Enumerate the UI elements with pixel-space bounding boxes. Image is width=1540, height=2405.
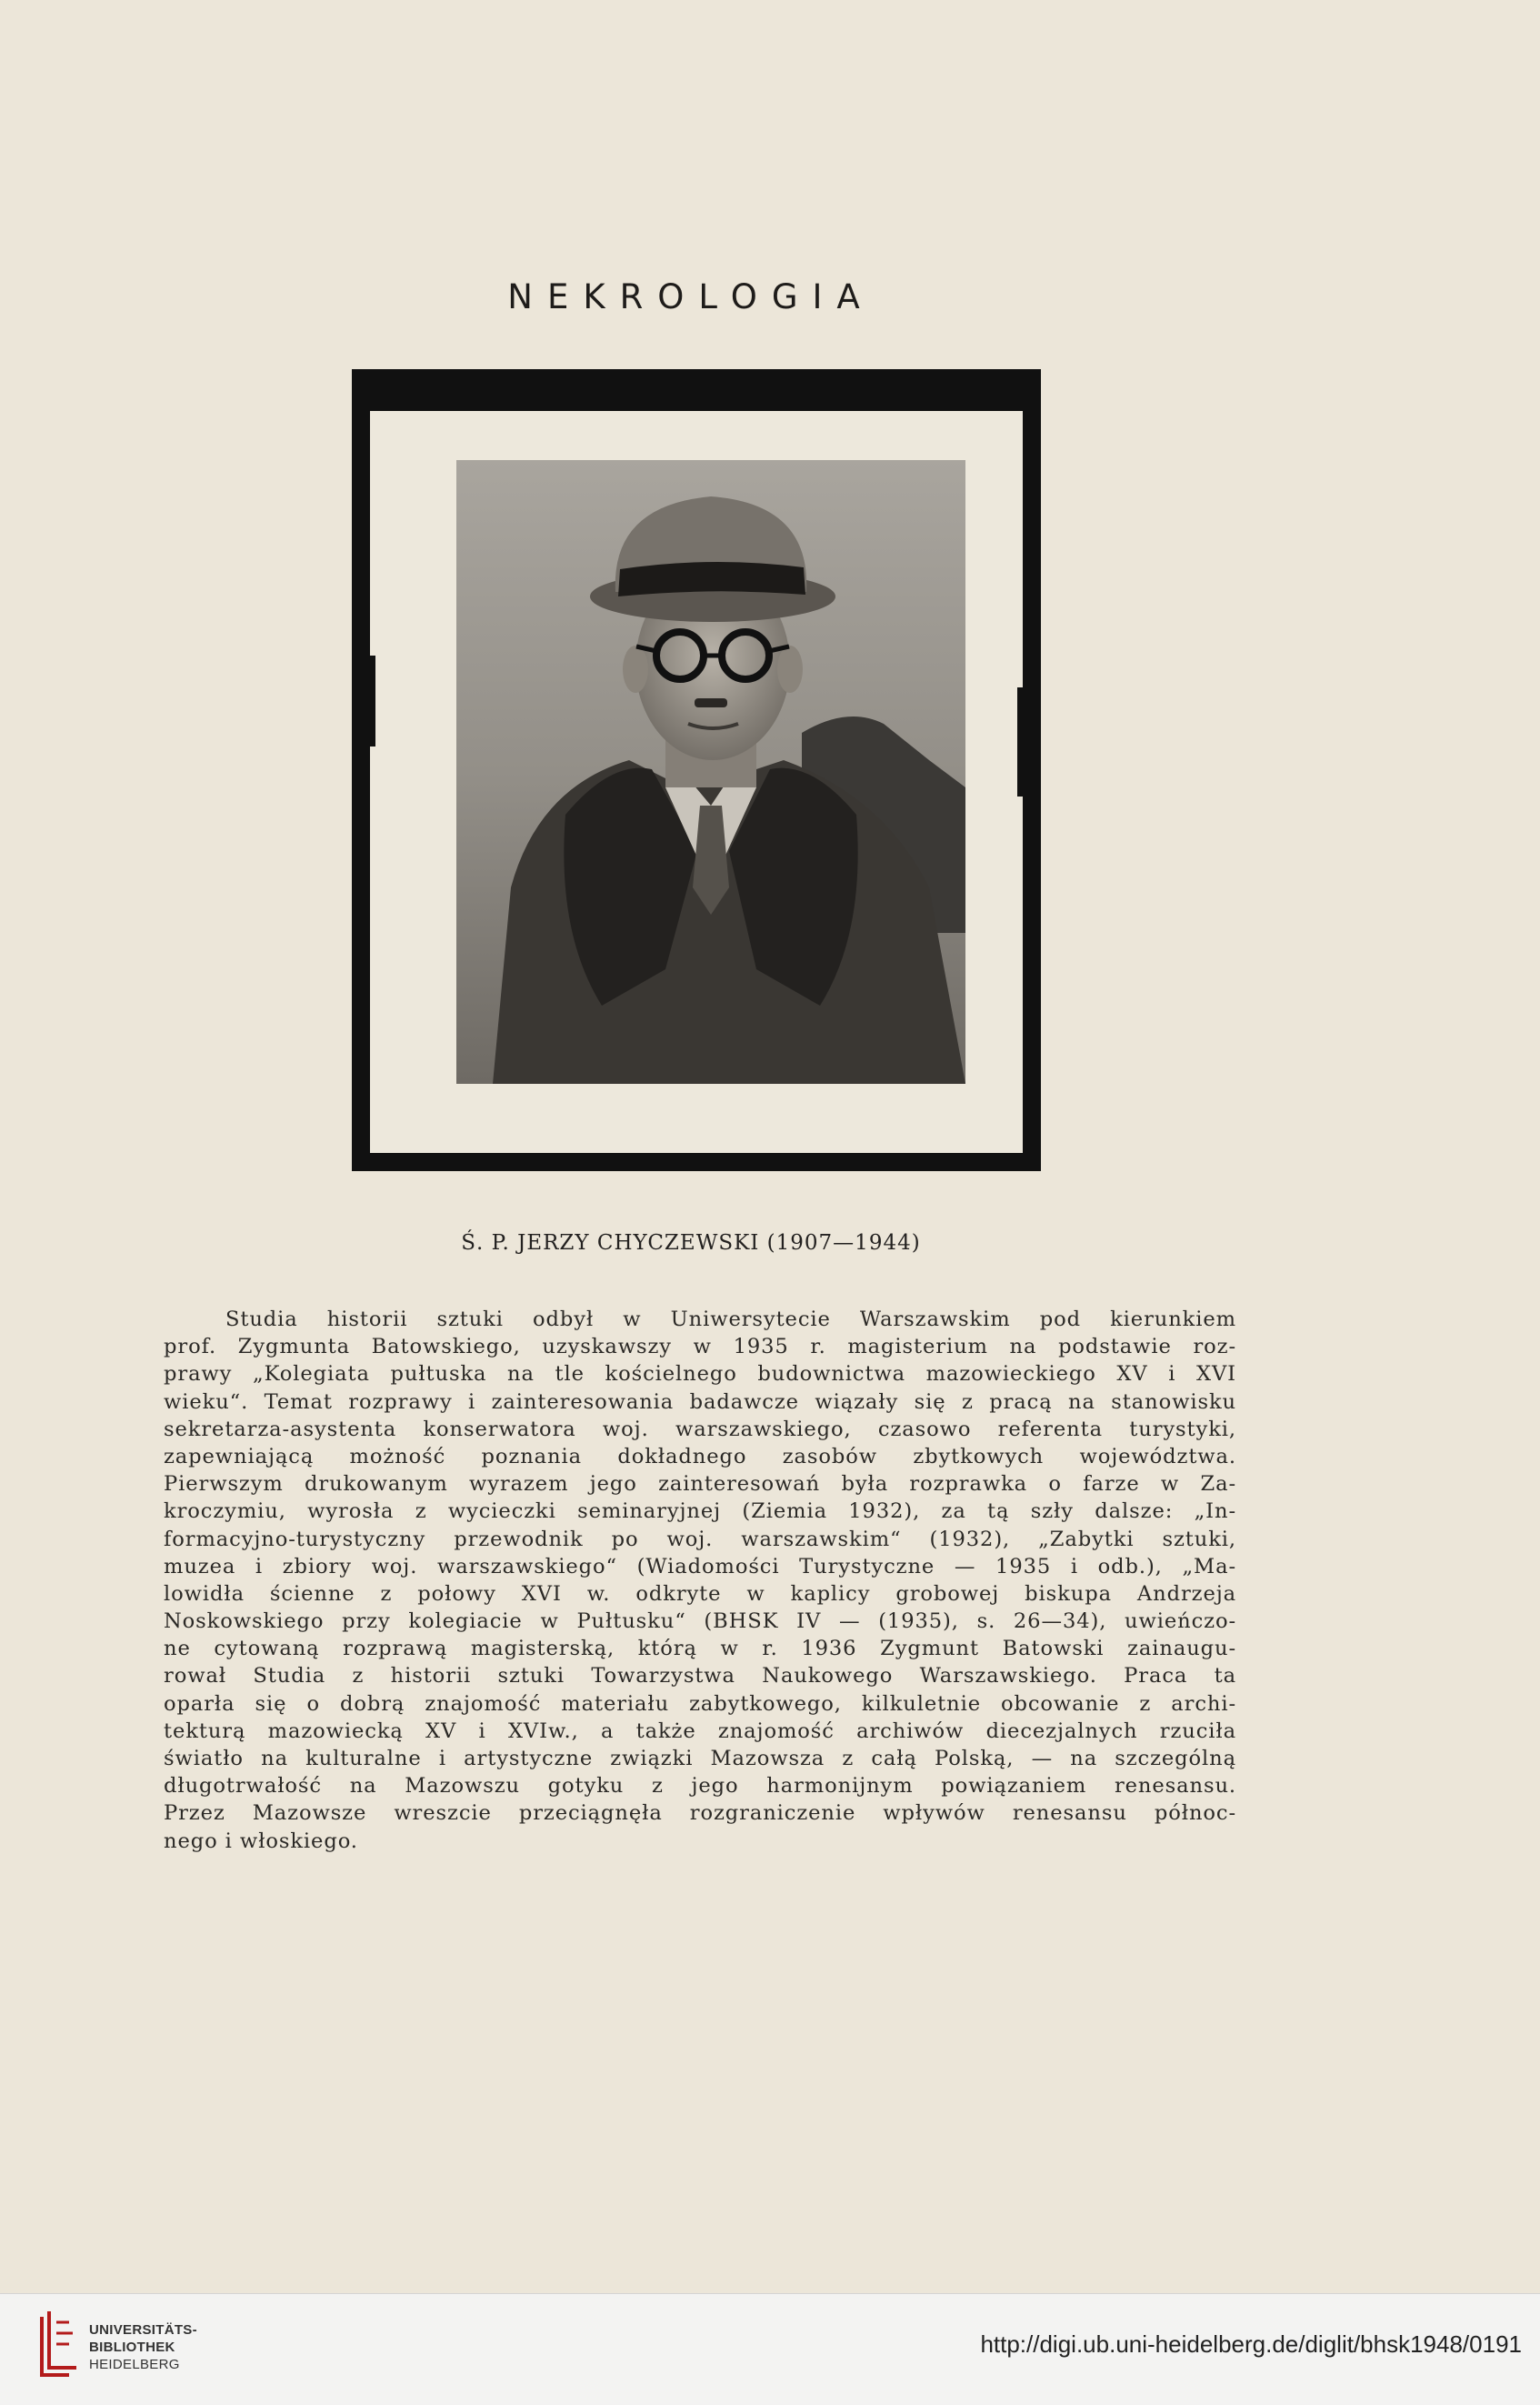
text-line: Przez Mazowsze wreszcie przeciągnęła rozgraniczenie wpływów renesansu północ-: [164, 1801, 1236, 1826]
text-line: tekturą mazowiecką XV i XVIw., a także znajomość archiwów diecezjalnych rzuciła: [164, 1719, 1236, 1743]
text-line: zapewniającą możność poznania dokładnego zasobów zbytkowych województwa.: [164, 1444, 1236, 1468]
logo-line: UNIVERSITÄTS-: [89, 2322, 197, 2338]
frame-top-bar: [370, 387, 1023, 411]
logo-line: BIBLIOTHEK: [89, 2340, 175, 2355]
text-line: nego i włoskiego.: [164, 1829, 358, 1853]
text-line: Pierwszym drukowanym wyrazem jego zainteresowań była rozprawka o farze w Za-: [164, 1472, 1236, 1497]
library-footer: [0, 2293, 1540, 2405]
text-line: Noskowskiego przy kolegiacie w Pułtusku“ (BHSK IV — (1935), s. 26—34), uwieńczo-: [164, 1609, 1236, 1634]
text-line: światło na kulturalne i artystyczne związki Mazowsza z całą Polską, — na szczególną: [164, 1747, 1236, 1770]
text-line: lowidła ścienne z połowy XVI w. odkryte w kaplicy grobowej biskupa Andrzeja: [164, 1581, 1236, 1606]
frame-tick-right: [1017, 687, 1023, 797]
text-line: muzea i zbiory woj. warszawskiego“ (Wiadomości Turystyczne — 1935 i odb.), „Ma-: [164, 1554, 1236, 1578]
text-line: prawy „Kolegiata pułtuska na tle kościelnego budownictwa mazowieckiego XV i XVI: [164, 1362, 1236, 1387]
frame-tick-left: [370, 656, 375, 747]
portrait-photo: [456, 460, 965, 1084]
text-line: rował Studia z historii sztuki Towarzystwa Naukowego Warszawskiego. Praca ta: [164, 1664, 1236, 1689]
text-line: sekretarza-asystenta konserwatora woj. warszawskiego, czasowo referenta turystyki,: [164, 1417, 1236, 1441]
logo-line: HEIDELBERG: [89, 2357, 180, 2372]
text-line: kroczymiu, wyrosła z wycieczki seminaryjnej (Ziemia 1932), za tą szły dalsze: „In-: [164, 1499, 1236, 1524]
obituary-text: [164, 1306, 1236, 1855]
text-line: formacyjno-turystyczny przewodnik po woj. warszawskim“ (1932), „Zabytki sztuki,: [164, 1527, 1236, 1551]
text-line: ne cytowaną rozprawą magisterską, którą w r. 1936 Zygmunt Batowski zainaugu-: [164, 1637, 1236, 1661]
mourning-frame: [352, 369, 1041, 1171]
text-line: wieku“. Temat rozprawy i zainteresowania badawcze wiązały się z pracą na stanowisku: [164, 1389, 1236, 1414]
portrait-caption: Ś. P. JERZY CHYCZEWSKI (1907—1944): [461, 1231, 921, 1255]
text-line: prof. Zygmunta Batowskiego, uzyskawszy w 1935 r. magisterium na podstawie roz-: [164, 1335, 1236, 1359]
permalink-url[interactable]: http://digi.ub.uni-heidelberg.de/diglit/bhsk1948/0191: [980, 2330, 1522, 2358]
text-line: oparła się o dobrą znajomość materiału zabytkowego, kilkuletnie obcowanie z archi-: [164, 1691, 1236, 1716]
portrait-illustration: [456, 460, 965, 1084]
library-logo-text: [89, 2321, 197, 2373]
library-logo-icon: [33, 2310, 78, 2382]
text-line: długotrwałość na Mazowszu gotyku z jego harmonijnym powiązaniem renesansu.: [164, 1774, 1236, 1799]
section-heading: NEKROLOGIA: [507, 277, 875, 316]
text-line: Studia historii sztuki odbył w Uniwersytecie Warszawskim pod kierunkiem: [225, 1308, 1236, 1331]
